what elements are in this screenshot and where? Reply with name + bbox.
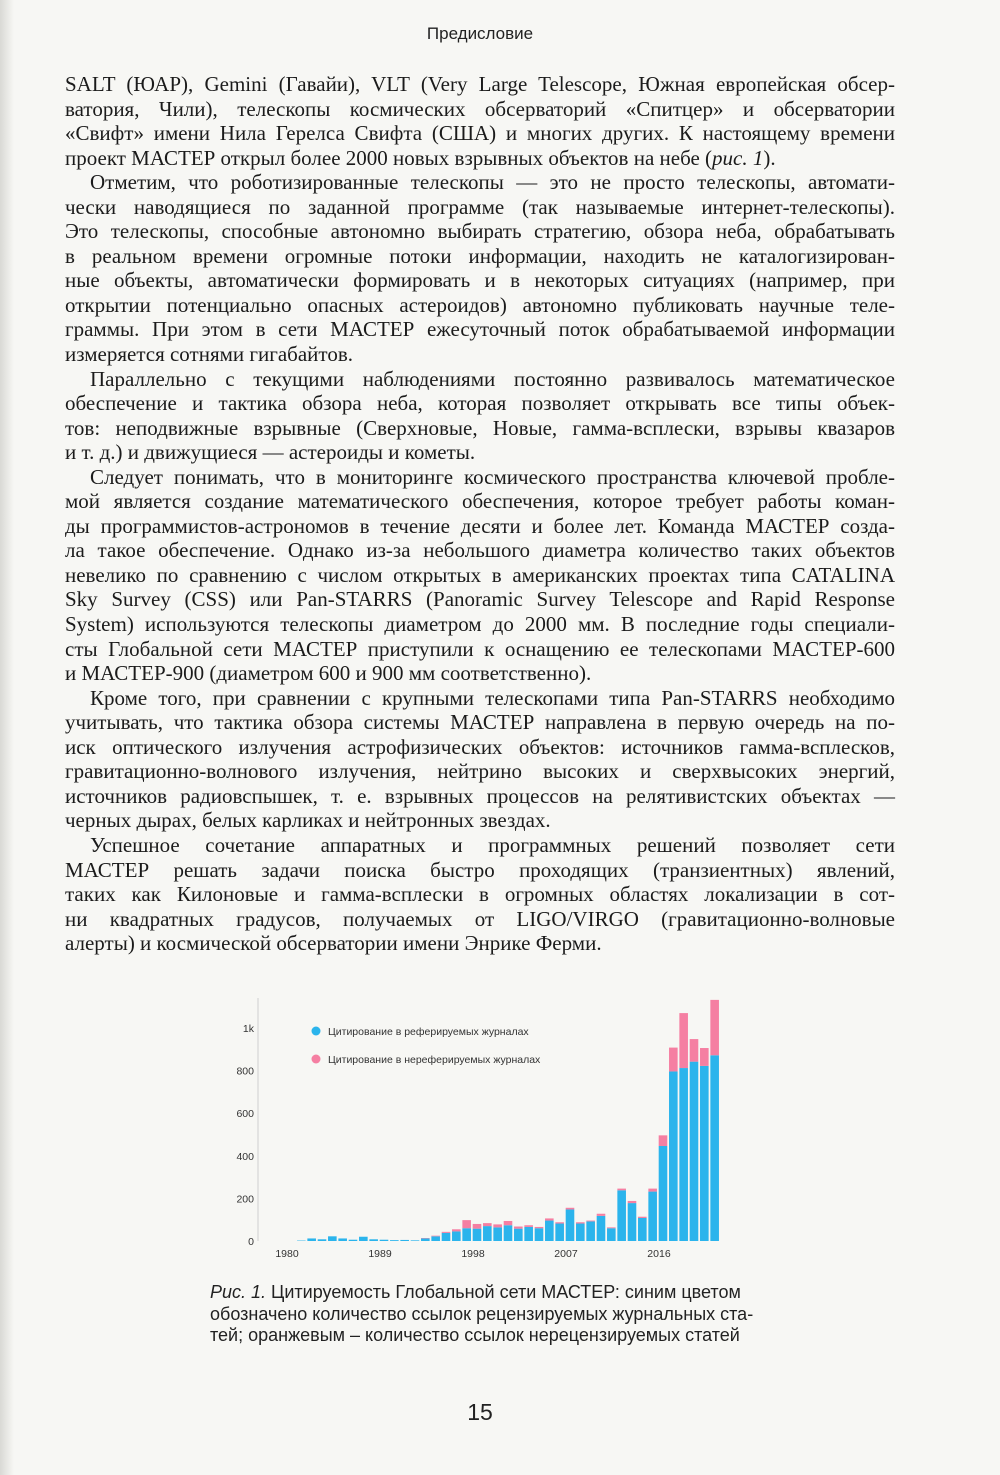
bar-refereed-2013 — [628, 1203, 637, 1241]
text-line: «Свифт» имени Нила Герелса Свифта (США) и многих других. К настоящему времени — [65, 121, 895, 146]
y-tick-label: 0 — [248, 1236, 254, 1248]
text-line: Следует понимать, что в мониторинге космического пространства ключевой пробле- — [90, 464, 895, 489]
bar-nonrefereed-2013 — [628, 1201, 637, 1203]
bar-nonrefereed-2011 — [607, 1227, 616, 1228]
legend-label-nonrefereed: Цитирование в нереферируемых журналах — [328, 1054, 541, 1066]
y-tick-label: 200 — [236, 1193, 254, 1206]
text-line: источников радиовспышек, т. е. взрывных процессов на релятивистских объектах — — [65, 783, 895, 808]
bar-nonrefereed-2019 — [690, 1039, 699, 1062]
bar-refereed-2017 — [669, 1071, 678, 1241]
caption-text: Цитируемость Глобальной сети МАСТЕР: синим цветом — [271, 1282, 741, 1302]
bar-refereed-2016 — [659, 1146, 668, 1241]
caption-line: обозначено количество ссылок рецензируемых журнальных ста- — [210, 1303, 754, 1324]
x-tick-label: 2016 — [647, 1248, 671, 1260]
text-line: и МАСТЕР-900 (диаметром 600 и 900 мм соответственно). — [65, 661, 592, 686]
bar-refereed-1996 — [452, 1231, 461, 1241]
figure-reference: рис. 1 — [712, 145, 764, 170]
bar-nonrefereed-1996 — [452, 1229, 461, 1231]
bar-refereed-2020 — [700, 1066, 709, 1241]
text-line: ды программистов-астрономов в течение десяти и более лет. Команда МАСТЕР созда- — [65, 513, 895, 538]
bar-refereed-2001 — [504, 1225, 513, 1241]
text-line: System) используются телескопы диаметром до 2000 мм. В последние годы специали- — [65, 612, 895, 637]
text-line: иск оптического излучения астрофизических объектов: источников гамма-всплесков, — [65, 734, 895, 759]
bar-nonrefereed-2005 — [545, 1218, 554, 1220]
bar-refereed-2014 — [638, 1218, 647, 1241]
bar-nonrefereed-1998 — [473, 1224, 482, 1229]
bar-refereed-1990 — [390, 1240, 399, 1241]
bar-refereed-2004 — [535, 1228, 544, 1241]
page-edge-shadow — [0, 0, 14, 1475]
y-tick-labels — [236, 1023, 254, 1248]
y-tick-label: 400 — [236, 1150, 254, 1163]
bar-refereed-2003 — [524, 1227, 533, 1241]
page-number: 15 — [467, 1399, 493, 1425]
bar-nonrefereed-2021 — [710, 1000, 719, 1055]
bar-refereed-1994 — [431, 1236, 440, 1241]
text-line: таких как Килоновые и гамма-всплески в огромных областях локализации в сот- — [65, 882, 895, 907]
paragraph — [65, 833, 895, 956]
bar-refereed-2009 — [586, 1221, 595, 1241]
bar-nonrefereed-2016 — [659, 1135, 668, 1146]
x-tick-label: 1989 — [368, 1248, 392, 1260]
bar-refereed-2007 — [566, 1209, 575, 1241]
text-line: сты Глобальной сети МАСТЕР приступили к оснащению ее телескопами МАСТЕР-600 — [65, 636, 895, 661]
text-line: Кроме того, при сравнении с крупными телескопами типа Pan-STARRS необходимо — [90, 685, 895, 710]
bar-refereed-1997 — [462, 1228, 471, 1241]
bar-refereed-2011 — [607, 1228, 616, 1241]
bar-nonrefereed-2003 — [524, 1225, 533, 1227]
bar-refereed-2008 — [576, 1224, 585, 1241]
text-line: ватория, Чили), телескопы космических обсерваторий «Спитцер» и обсерватории — [65, 96, 895, 121]
y-tick-label: 1k — [242, 1023, 254, 1035]
bar-refereed-2010 — [597, 1216, 606, 1241]
text-line: ные объекты, автоматически формировать и в некоторых ситуациях (например, при — [65, 268, 895, 293]
bar-refereed-1998 — [473, 1229, 482, 1241]
text-line: гравитационно-волнового излучения, нейтрино высоких и сверхвысоких энергий, — [65, 759, 895, 784]
bar-nonrefereed-2012 — [617, 1189, 626, 1191]
text-line: обеспечение и тактика обзора неба, которая позволяет открывать все типы объек- — [65, 391, 895, 416]
legend-dot-refereed — [312, 1027, 321, 1036]
citation-bar-chart — [200, 990, 740, 1265]
text-line: МАСТЕР решать задачи поиска быстро проходящих (транзиентных) явлений, — [65, 857, 895, 882]
bar-nonrefereed-2014 — [638, 1217, 647, 1218]
bar-refereed-1999 — [483, 1226, 492, 1241]
text-line: и т. д.) и движущиеся — астероиды и кометы. — [65, 440, 476, 465]
text-segment: проект МАСТЕР открыл более 2000 новых взрывных объектов на небе ( — [65, 145, 713, 170]
x-tick-label: 1980 — [275, 1248, 299, 1260]
text-segment: ). — [763, 145, 776, 170]
bar-nonrefereed-2018 — [679, 1013, 688, 1068]
text-line: Успешное сочетание аппаратных и программных решений позволяет сети — [90, 832, 895, 857]
bar-refereed-1984 — [328, 1236, 337, 1241]
bar-refereed-2006 — [555, 1224, 564, 1241]
bar-nonrefereed-2009 — [586, 1221, 595, 1222]
text-line: Параллельно с текущими наблюдениями постоянно развивалось математическое — [90, 366, 895, 391]
text-line — [65, 146, 895, 171]
bar-refereed-1991 — [400, 1240, 409, 1241]
bar-nonrefereed-1999 — [483, 1223, 492, 1226]
bar-refereed-1988 — [369, 1239, 378, 1241]
bar-nonrefereed-2000 — [493, 1224, 502, 1227]
body-text — [65, 72, 895, 956]
bar-nonrefereed-2008 — [576, 1222, 585, 1223]
caption-line: тей; оранжевым – количество ссылок нерецензируемых статей — [210, 1325, 740, 1345]
y-tick-label: 600 — [236, 1108, 254, 1121]
bar-nonrefereed-2007 — [566, 1208, 575, 1210]
bar-refereed-1985 — [338, 1238, 347, 1241]
bar-refereed-1986 — [349, 1240, 358, 1241]
bar-refereed-2021 — [710, 1055, 719, 1241]
bar-nonrefereed-2002 — [514, 1227, 523, 1229]
bar-refereed-1992 — [411, 1240, 420, 1241]
bar-refereed-2002 — [514, 1229, 523, 1241]
text-line: алерты) и космической обсерватории имени Энрике Ферми. — [65, 931, 602, 956]
bar-nonrefereed-2001 — [504, 1221, 513, 1225]
legend-dot-nonrefereed — [312, 1055, 321, 1064]
text-line: чески наводящиеся по заданной программе (так называемые интернет-телескопы). — [65, 194, 895, 219]
bar-refereed-1993 — [421, 1238, 430, 1241]
text-line: невелико по сравнению с числом открытых в американских проектах типа CATALINA — [65, 562, 895, 587]
bar-nonrefereed-1994 — [431, 1236, 440, 1237]
legend-label-refereed: Цитирование в реферируемых журналах — [328, 1026, 529, 1038]
paragraph — [65, 465, 895, 686]
paragraph — [65, 367, 895, 465]
bar-refereed-1989 — [380, 1240, 389, 1241]
text-line: Это телескопы, способные автономно выбирать стратегию, обзора неба, обрабатывать — [65, 219, 895, 244]
bar-nonrefereed-1995 — [442, 1232, 451, 1233]
running-title: Предисловие — [426, 24, 534, 43]
bar-refereed-2000 — [493, 1227, 502, 1241]
x-tick-label: 1998 — [461, 1248, 485, 1260]
bar-refereed-2012 — [617, 1190, 626, 1241]
x-tick-label: 2007 — [554, 1248, 578, 1260]
bar-refereed-1987 — [359, 1237, 368, 1241]
bar-refereed-1995 — [442, 1233, 451, 1241]
bar-nonrefereed-2015 — [648, 1189, 657, 1192]
text-line: мой является создание математического обеспечения, которое требует работы коман- — [65, 489, 895, 514]
bar-nonrefereed-2004 — [535, 1227, 544, 1228]
bar-refereed-1982 — [307, 1238, 316, 1241]
paragraph — [65, 170, 895, 366]
bar-nonrefereed-2010 — [597, 1214, 606, 1216]
bar-refereed-2005 — [545, 1221, 554, 1241]
text-line: черных дырах, белых карликах и нейтронных звездах. — [65, 808, 551, 833]
legend — [312, 1026, 542, 1066]
text-line: открытии потенциально опасных астероидов) автономно публиковать научные теле- — [65, 292, 895, 317]
bar-nonrefereed-2006 — [555, 1222, 564, 1223]
text-line: ла такое обеспечение. Однако из-за небольшого диаметра количество таких объектов — [65, 538, 895, 563]
figure-caption — [210, 1282, 785, 1347]
text-line: граммы. При этом в сети МАСТЕР ежесуточный поток обрабатываемой информации — [65, 317, 895, 342]
caption-line — [210, 1282, 785, 1304]
x-tick-labels — [275, 1248, 671, 1260]
text-line: ни квадратных градусов, получаемых от LIGO/VIRGO (гравитационно-волновые — [65, 906, 895, 931]
bar-refereed-1983 — [318, 1239, 327, 1241]
bar-refereed-2019 — [690, 1062, 699, 1241]
text-line: Sky Survey (CSS) или Pan-STARRS (Panoramic Survey Telescope and Rapid Response — [65, 587, 895, 612]
text-line: тов: неподвижные взрывные (Сверхновые, Новые, гамма-всплески, взрывы квазаров — [65, 415, 895, 440]
bar-nonrefereed-1997 — [462, 1220, 471, 1228]
text-line: SALT (ЮАР), Gemini (Гавайи), VLT (Very Large Telescope, Южная европейская обсер- — [65, 72, 895, 96]
bar-nonrefereed-2017 — [669, 1048, 678, 1072]
bar-refereed-2015 — [648, 1192, 657, 1241]
paragraph — [65, 686, 895, 833]
text-line: Отметим, что роботизированные телескопы — это не просто телескопы, автомати- — [90, 170, 895, 195]
y-tick-label: 800 — [236, 1065, 254, 1078]
bar-nonrefereed-2020 — [700, 1048, 709, 1066]
text-line: измеряется сотнями гигабайтов. — [65, 342, 353, 367]
bar-refereed-2018 — [679, 1068, 688, 1241]
caption-label: Рис. 1. — [210, 1282, 267, 1302]
text-line: учитывать, что тактика обзора системы МАСТЕР направлена в первую очередь на по- — [65, 710, 895, 735]
text-line: в реальном времени огромные потоки информации, находить не каталогизирован- — [65, 243, 895, 268]
paragraph — [65, 72, 895, 170]
